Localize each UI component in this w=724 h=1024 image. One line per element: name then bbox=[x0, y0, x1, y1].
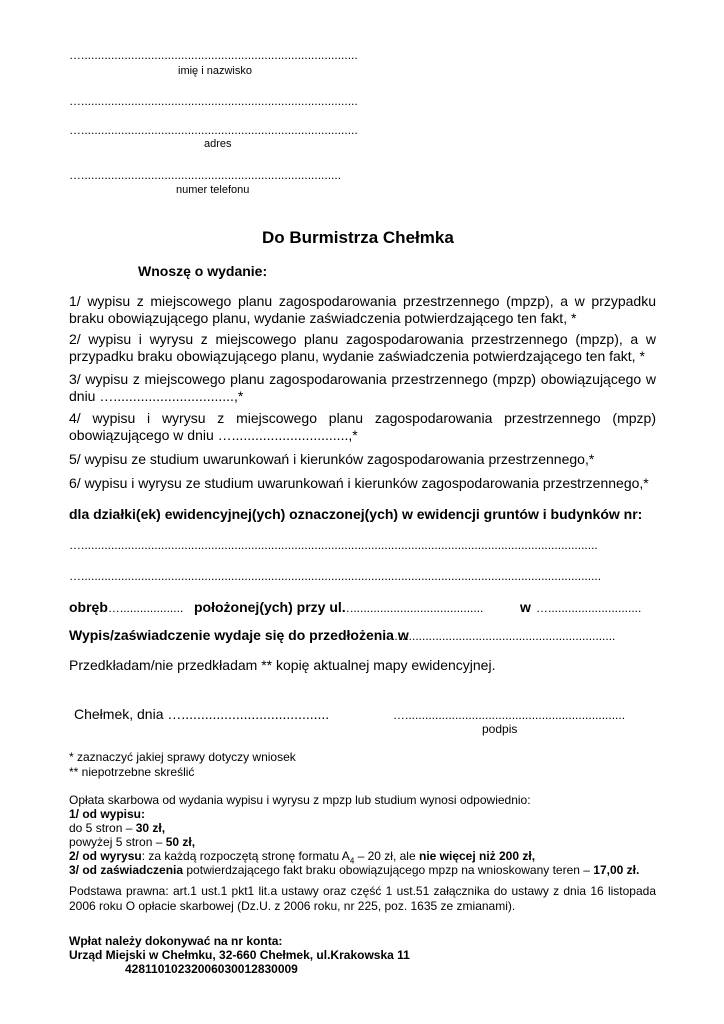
request-item-5[interactable]: 5/ wypisu ze studium uwarunkowań i kierunków zagospodarowania przestrzennego,* bbox=[69, 451, 595, 467]
obreb-dotted-field[interactable]: …................... bbox=[107, 601, 184, 615]
payment-account-number: 42811010232006030012830009 bbox=[125, 962, 298, 976]
purpose-dotted-field[interactable]: …................................................................ bbox=[390, 629, 616, 643]
fee-wypis-over-5: powyżej 5 stron – 50 zł, bbox=[69, 835, 196, 849]
request-item-3[interactable]: 3/ wypisu z miejscowego planu zagospodarowania przestrzennego (mpzp) obowiązującego w dniu …...............................,* bbox=[69, 371, 656, 404]
fee-wyrys: 2/ od wyrysu: za każdą rozpoczętą stronę formatu $A_4 - 20$ zł, ale nie więcej niż 200 zł, bbox=[69, 849, 536, 866]
parcel-dotted-line-1[interactable]: …........................................................................................................................................................... bbox=[69, 538, 598, 552]
address-dotted-line-2[interactable]: …................................................................................... bbox=[69, 123, 358, 137]
fee-wypis-heading: 1/ od wypisu: bbox=[69, 807, 146, 821]
request-item-4[interactable]: 4/ wypisu i wyrysu z miejscowego planu zagospodarowania przestrzennego (mpzp) obowiązującego w dniu …..............................,* bbox=[69, 410, 656, 443]
purpose-label: Wypis/zaświadczenie wydaje się do przedłożenia w bbox=[69, 627, 409, 643]
obreb-row bbox=[69, 599, 183, 615]
name-label: imię i nazwisko bbox=[178, 65, 252, 77]
street-label: położonej(ych) przy ul. bbox=[194, 599, 346, 615]
request-item-1[interactable]: 1/ wypisu z miejscowego planu zagospodarowania przestrzennego (mpzp), a w przypadku braku obowiązującego planu, wydanie zaświadczenia potwierdzającego ten fakt, * bbox=[69, 293, 656, 326]
phone-label: numer telefonu bbox=[176, 184, 250, 196]
fee-intro: Opłata skarbowa od wydania wypisu i wyrysu z mpzp lub studium wynosi odpowiednio: bbox=[69, 793, 531, 807]
parcel-dotted-line-2[interactable]: …............................................................................................................................................................ bbox=[69, 569, 602, 583]
obreb-label: obręb bbox=[69, 599, 108, 615]
signature-label: podpis bbox=[482, 722, 518, 736]
legal-basis: Podstawa prawna: art.1 ust.1 pkt1 lit.a ustawy oraz część 1 ust.51 załącznika do ustawy z dnia 16 listopada 2006 roku O opłacie skarbowej (Dz.U. z 2006 roku, nr 225, poz. 1635 ze zmianami). bbox=[69, 884, 656, 913]
page-title: Do Burmistrza Chełmka bbox=[262, 228, 454, 247]
request-heading: Wnoszę o wydanie: bbox=[138, 263, 268, 279]
location-w-label: w bbox=[520, 599, 531, 615]
parcel-heading: dla działki(ek) ewidencyjnej(ych) oznaczonej(ych) w ewidencji gruntów i budynków nr: bbox=[69, 506, 643, 522]
place-date-field[interactable]: Chełmek, dnia …...................................... bbox=[74, 706, 330, 722]
payment-heading: Wpłat należy dokonywać na nr konta: bbox=[69, 934, 283, 948]
footnote-2: ** niepotrzebne skreślić bbox=[69, 765, 195, 779]
request-item-2[interactable]: 2/ wypisu i wyrysu z miejscowego planu zagospodarowania przestrzennego (mpzp), a w przypadku braku obowiązującego planu, wydanie zaświadczenia potwierdzającego ten fakt, * bbox=[69, 331, 656, 364]
payment-bank: Urząd Miejski w Chełmku, 32-660 Chełmek, ul.Krakowska 11 bbox=[69, 948, 410, 962]
fee-zaswiadczenie: 3/ od zaświadczenia potwierdzającego fakt braku obowiązującego mpzp na wnioskowany teren – 17,00 zł. bbox=[69, 863, 640, 877]
name-dotted-line[interactable]: …................................................................................... bbox=[69, 48, 358, 62]
address-dotted-line-1[interactable]: …................................................................................... bbox=[69, 94, 358, 108]
request-item-6[interactable]: 6/ wypisu i wyrysu ze studium uwarunkowań i kierunków zagospodarowania przestrzennego,* bbox=[69, 475, 649, 491]
map-copy-statement[interactable]: Przedkładam/nie przedkładam ** kopię aktualnej mapy ewidencyjnej. bbox=[69, 657, 496, 673]
signature-dotted-line[interactable]: ….................................................................. bbox=[393, 708, 626, 722]
phone-dotted-line[interactable]: ….............................................................................. bbox=[69, 168, 342, 182]
location-dotted-field[interactable]: …............................ bbox=[536, 601, 642, 615]
fee-wypis-up-to-5: do 5 stron – 30 zł, bbox=[69, 821, 166, 835]
street-dotted-field[interactable]: …........................................ bbox=[338, 601, 484, 615]
address-label: adres bbox=[204, 138, 232, 150]
footnote-1: * zaznaczyć jakiej sprawy dotyczy wniosek bbox=[69, 750, 296, 764]
